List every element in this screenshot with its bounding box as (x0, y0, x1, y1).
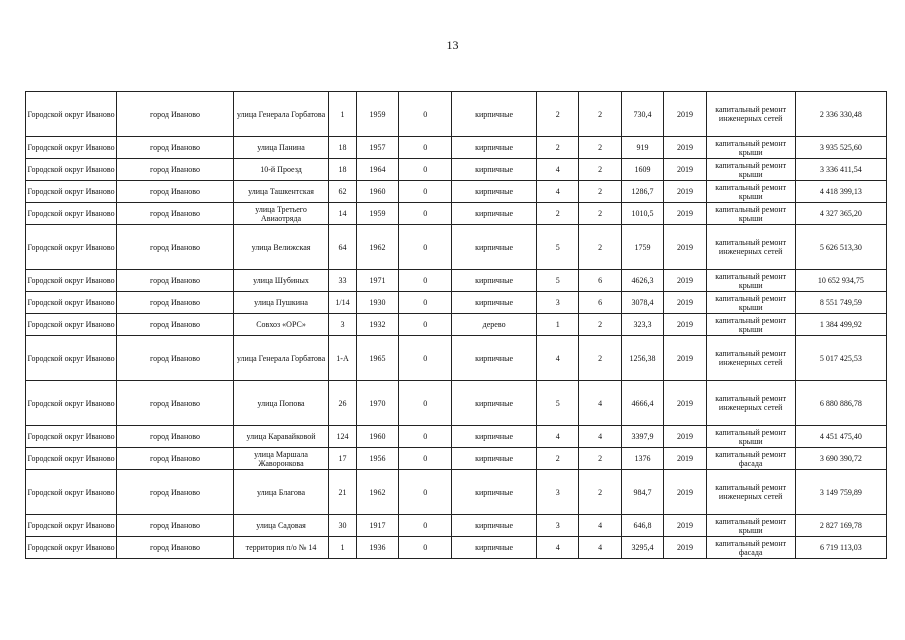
cell-floors: 1 (537, 314, 579, 336)
cell-material: кирпичные (452, 448, 537, 470)
cell-plan-year: 2019 (664, 515, 706, 537)
cell-floors: 4 (537, 181, 579, 203)
cell-street: Совхоз «ОРС» (233, 314, 328, 336)
cell-street: улица Панина (233, 137, 328, 159)
cell-zero: 0 (399, 203, 452, 225)
cell-street: улица Каравайковой (233, 426, 328, 448)
cell-cost: 8 551 749,59 (795, 292, 886, 314)
cell-work-type: капитальный ремонт фасада (706, 448, 795, 470)
cell-cost: 2 827 169,78 (795, 515, 886, 537)
cell-zero: 0 (399, 426, 452, 448)
cell-plan-year: 2019 (664, 426, 706, 448)
page-number: 13 (446, 38, 459, 52)
cell-municipality: Городской округ Иваново (26, 225, 117, 270)
cell-floors: 4 (537, 159, 579, 181)
cell-work-type: капитальный ремонт крыши (706, 314, 795, 336)
cell-plan-year: 2019 (664, 537, 706, 559)
cell-material: кирпичные (452, 381, 537, 426)
cell-street: улица Генерала Горбатова (233, 336, 328, 381)
cell-material: кирпичные (452, 292, 537, 314)
cell-material: кирпичные (452, 336, 537, 381)
cell-area: 730,4 (621, 92, 663, 137)
table-row (26, 292, 887, 314)
cell-street: улица Шубиных (233, 270, 328, 292)
cell-plan-year: 2019 (664, 336, 706, 381)
cell-municipality: Городской округ Иваново (26, 181, 117, 203)
cell-house: 21 (329, 470, 357, 515)
cell-material: кирпичные (452, 515, 537, 537)
cell-city: город Иваново (117, 203, 234, 225)
cell-zero: 0 (399, 470, 452, 515)
cell-floors: 2 (537, 92, 579, 137)
cell-area: 1609 (621, 159, 663, 181)
cell-work-type: капитальный ремонт инженерных сетей (706, 470, 795, 515)
cell-plan-year: 2019 (664, 314, 706, 336)
cell-work-type: капитальный ремонт крыши (706, 159, 795, 181)
cell-municipality: Городской округ Иваново (26, 137, 117, 159)
table-row (26, 515, 887, 537)
cell-city: город Иваново (117, 92, 234, 137)
cell-street: улица Маршала Жаворонкова (233, 448, 328, 470)
cell-work-type: капитальный ремонт крыши (706, 181, 795, 203)
cell-city: город Иваново (117, 515, 234, 537)
table-row (26, 470, 887, 515)
cell-zero: 0 (399, 537, 452, 559)
cell-house: 1-А (329, 336, 357, 381)
cell-house: 30 (329, 515, 357, 537)
cell-plan-year: 2019 (664, 225, 706, 270)
cell-work-type: капитальный ремонт крыши (706, 137, 795, 159)
cell-entrances: 2 (579, 203, 621, 225)
cell-floors: 2 (537, 203, 579, 225)
cell-area: 984,7 (621, 470, 663, 515)
cell-entrances: 6 (579, 270, 621, 292)
table-row (26, 537, 887, 559)
cell-year: 1960 (356, 426, 398, 448)
cell-municipality: Городской округ Иваново (26, 270, 117, 292)
cell-city: город Иваново (117, 426, 234, 448)
table-row (26, 336, 887, 381)
cell-house: 18 (329, 137, 357, 159)
cell-street: 10-й Проезд (233, 159, 328, 181)
cell-plan-year: 2019 (664, 270, 706, 292)
cell-municipality: Городской округ Иваново (26, 381, 117, 426)
cell-city: город Иваново (117, 181, 234, 203)
cell-work-type: капитальный ремонт инженерных сетей (706, 381, 795, 426)
cell-entrances: 2 (579, 225, 621, 270)
cell-area: 919 (621, 137, 663, 159)
cell-plan-year: 2019 (664, 159, 706, 181)
cell-year: 1957 (356, 137, 398, 159)
cell-city: город Иваново (117, 270, 234, 292)
cell-zero: 0 (399, 314, 452, 336)
cell-street: улица Пушкина (233, 292, 328, 314)
cell-house: 17 (329, 448, 357, 470)
cell-street: улица Благова (233, 470, 328, 515)
cell-street: улица Попова (233, 381, 328, 426)
cell-year: 1959 (356, 92, 398, 137)
cell-zero: 0 (399, 225, 452, 270)
cell-floors: 3 (537, 515, 579, 537)
cell-city: город Иваново (117, 336, 234, 381)
cell-municipality: Городской округ Иваново (26, 448, 117, 470)
cell-entrances: 2 (579, 470, 621, 515)
cell-zero: 0 (399, 292, 452, 314)
cell-work-type: капитальный ремонт крыши (706, 292, 795, 314)
cell-entrances: 2 (579, 137, 621, 159)
cell-plan-year: 2019 (664, 92, 706, 137)
cell-area: 1256,38 (621, 336, 663, 381)
cell-year: 1964 (356, 159, 398, 181)
cell-area: 323,3 (621, 314, 663, 336)
cell-city: город Иваново (117, 292, 234, 314)
cell-entrances: 4 (579, 426, 621, 448)
cell-year: 1936 (356, 537, 398, 559)
cell-material: кирпичные (452, 137, 537, 159)
cell-year: 1970 (356, 381, 398, 426)
cell-floors: 5 (537, 270, 579, 292)
cell-cost: 10 652 934,75 (795, 270, 886, 292)
cell-municipality: Городской округ Иваново (26, 426, 117, 448)
cell-year: 1917 (356, 515, 398, 537)
cell-entrances: 2 (579, 92, 621, 137)
cell-zero: 0 (399, 448, 452, 470)
cell-material: кирпичные (452, 270, 537, 292)
cell-city: город Иваново (117, 537, 234, 559)
cell-house: 18 (329, 159, 357, 181)
cell-material: кирпичные (452, 470, 537, 515)
cell-floors: 4 (537, 336, 579, 381)
cell-material: кирпичные (452, 159, 537, 181)
housing-repair-table (25, 91, 887, 559)
cell-zero: 0 (399, 159, 452, 181)
cell-municipality: Городской округ Иваново (26, 159, 117, 181)
cell-plan-year: 2019 (664, 381, 706, 426)
cell-cost: 6 719 113,03 (795, 537, 886, 559)
cell-floors: 3 (537, 292, 579, 314)
cell-entrances: 6 (579, 292, 621, 314)
cell-work-type: капитальный ремонт инженерных сетей (706, 92, 795, 137)
table-row (26, 181, 887, 203)
cell-year: 1959 (356, 203, 398, 225)
cell-plan-year: 2019 (664, 137, 706, 159)
cell-cost: 4 418 399,13 (795, 181, 886, 203)
cell-floors: 5 (537, 381, 579, 426)
cell-zero: 0 (399, 381, 452, 426)
cell-municipality: Городской округ Иваново (26, 515, 117, 537)
cell-city: город Иваново (117, 137, 234, 159)
cell-cost: 3 690 390,72 (795, 448, 886, 470)
cell-floors: 2 (537, 137, 579, 159)
cell-material: дерево (452, 314, 537, 336)
cell-cost: 2 336 330,48 (795, 92, 886, 137)
cell-entrances: 2 (579, 159, 621, 181)
cell-work-type: капитальный ремонт крыши (706, 203, 795, 225)
cell-work-type: капитальный ремонт инженерных сетей (706, 336, 795, 381)
cell-plan-year: 2019 (664, 448, 706, 470)
cell-house: 26 (329, 381, 357, 426)
cell-city: город Иваново (117, 470, 234, 515)
cell-floors: 3 (537, 470, 579, 515)
cell-street: улица Садовая (233, 515, 328, 537)
cell-material: кирпичные (452, 426, 537, 448)
cell-material: кирпичные (452, 181, 537, 203)
cell-municipality: Городской округ Иваново (26, 203, 117, 225)
cell-area: 3397,9 (621, 426, 663, 448)
cell-work-type: капитальный ремонт инженерных сетей (706, 225, 795, 270)
cell-year: 1962 (356, 470, 398, 515)
cell-municipality: Городской округ Иваново (26, 537, 117, 559)
cell-cost: 6 880 886,78 (795, 381, 886, 426)
cell-area: 4666,4 (621, 381, 663, 426)
cell-cost: 1 384 499,92 (795, 314, 886, 336)
cell-house: 3 (329, 314, 357, 336)
cell-material: кирпичные (452, 537, 537, 559)
cell-municipality: Городской округ Иваново (26, 92, 117, 137)
cell-city: город Иваново (117, 381, 234, 426)
cell-material: кирпичные (452, 92, 537, 137)
cell-work-type: капитальный ремонт крыши (706, 515, 795, 537)
cell-cost: 4 451 475,40 (795, 426, 886, 448)
cell-plan-year: 2019 (664, 292, 706, 314)
cell-entrances: 4 (579, 537, 621, 559)
cell-year: 1971 (356, 270, 398, 292)
cell-zero: 0 (399, 181, 452, 203)
cell-work-type: капитальный ремонт крыши (706, 270, 795, 292)
table-row (26, 381, 887, 426)
table-row (26, 448, 887, 470)
cell-house: 14 (329, 203, 357, 225)
cell-city: город Иваново (117, 225, 234, 270)
cell-cost: 4 327 365,20 (795, 203, 886, 225)
table-body (26, 92, 887, 559)
cell-area: 1286,7 (621, 181, 663, 203)
cell-area: 646,8 (621, 515, 663, 537)
cell-entrances: 2 (579, 336, 621, 381)
cell-municipality: Городской округ Иваново (26, 470, 117, 515)
cell-plan-year: 2019 (664, 181, 706, 203)
cell-year: 1965 (356, 336, 398, 381)
table-row (26, 92, 887, 137)
cell-zero: 0 (399, 137, 452, 159)
table-row (26, 225, 887, 270)
cell-municipality: Городской округ Иваново (26, 292, 117, 314)
cell-floors: 5 (537, 225, 579, 270)
cell-floors: 4 (537, 537, 579, 559)
cell-year: 1930 (356, 292, 398, 314)
cell-plan-year: 2019 (664, 470, 706, 515)
cell-zero: 0 (399, 515, 452, 537)
cell-year: 1956 (356, 448, 398, 470)
cell-house: 62 (329, 181, 357, 203)
cell-entrances: 4 (579, 515, 621, 537)
cell-city: город Иваново (117, 314, 234, 336)
cell-zero: 0 (399, 336, 452, 381)
cell-entrances: 2 (579, 448, 621, 470)
cell-area: 3295,4 (621, 537, 663, 559)
table-row (26, 270, 887, 292)
cell-street: территория п/о № 14 (233, 537, 328, 559)
cell-year: 1932 (356, 314, 398, 336)
cell-cost: 3 935 525,60 (795, 137, 886, 159)
cell-street: улица Велижская (233, 225, 328, 270)
cell-work-type: капитальный ремонт крыши (706, 426, 795, 448)
cell-entrances: 2 (579, 314, 621, 336)
cell-entrances: 2 (579, 181, 621, 203)
cell-year: 1960 (356, 181, 398, 203)
cell-floors: 2 (537, 448, 579, 470)
cell-house: 33 (329, 270, 357, 292)
table-row (26, 203, 887, 225)
cell-street: улица Третьего Авиаотряда (233, 203, 328, 225)
cell-area: 3078,4 (621, 292, 663, 314)
cell-zero: 0 (399, 270, 452, 292)
cell-material: кирпичные (452, 203, 537, 225)
cell-city: город Иваново (117, 448, 234, 470)
cell-area: 1010,5 (621, 203, 663, 225)
cell-house: 1/14 (329, 292, 357, 314)
cell-material: кирпичные (452, 225, 537, 270)
table-row (26, 426, 887, 448)
cell-year: 1962 (356, 225, 398, 270)
cell-house: 64 (329, 225, 357, 270)
cell-floors: 4 (537, 426, 579, 448)
table-row (26, 159, 887, 181)
cell-area: 1759 (621, 225, 663, 270)
cell-house: 124 (329, 426, 357, 448)
cell-cost: 5 626 513,30 (795, 225, 886, 270)
cell-house: 1 (329, 92, 357, 137)
cell-cost: 5 017 425,53 (795, 336, 886, 381)
table-row (26, 314, 887, 336)
cell-street: улица Генерала Горбатова (233, 92, 328, 137)
cell-municipality: Городской округ Иваново (26, 336, 117, 381)
cell-cost: 3 336 411,54 (795, 159, 886, 181)
cell-work-type: капитальный ремонт фасада (706, 537, 795, 559)
cell-city: город Иваново (117, 159, 234, 181)
cell-street: улица Ташкентская (233, 181, 328, 203)
cell-municipality: Городской округ Иваново (26, 314, 117, 336)
cell-area: 1376 (621, 448, 663, 470)
cell-house: 1 (329, 537, 357, 559)
cell-zero: 0 (399, 92, 452, 137)
cell-cost: 3 149 759,89 (795, 470, 886, 515)
cell-plan-year: 2019 (664, 203, 706, 225)
cell-area: 4626,3 (621, 270, 663, 292)
table-row (26, 137, 887, 159)
cell-entrances: 4 (579, 381, 621, 426)
